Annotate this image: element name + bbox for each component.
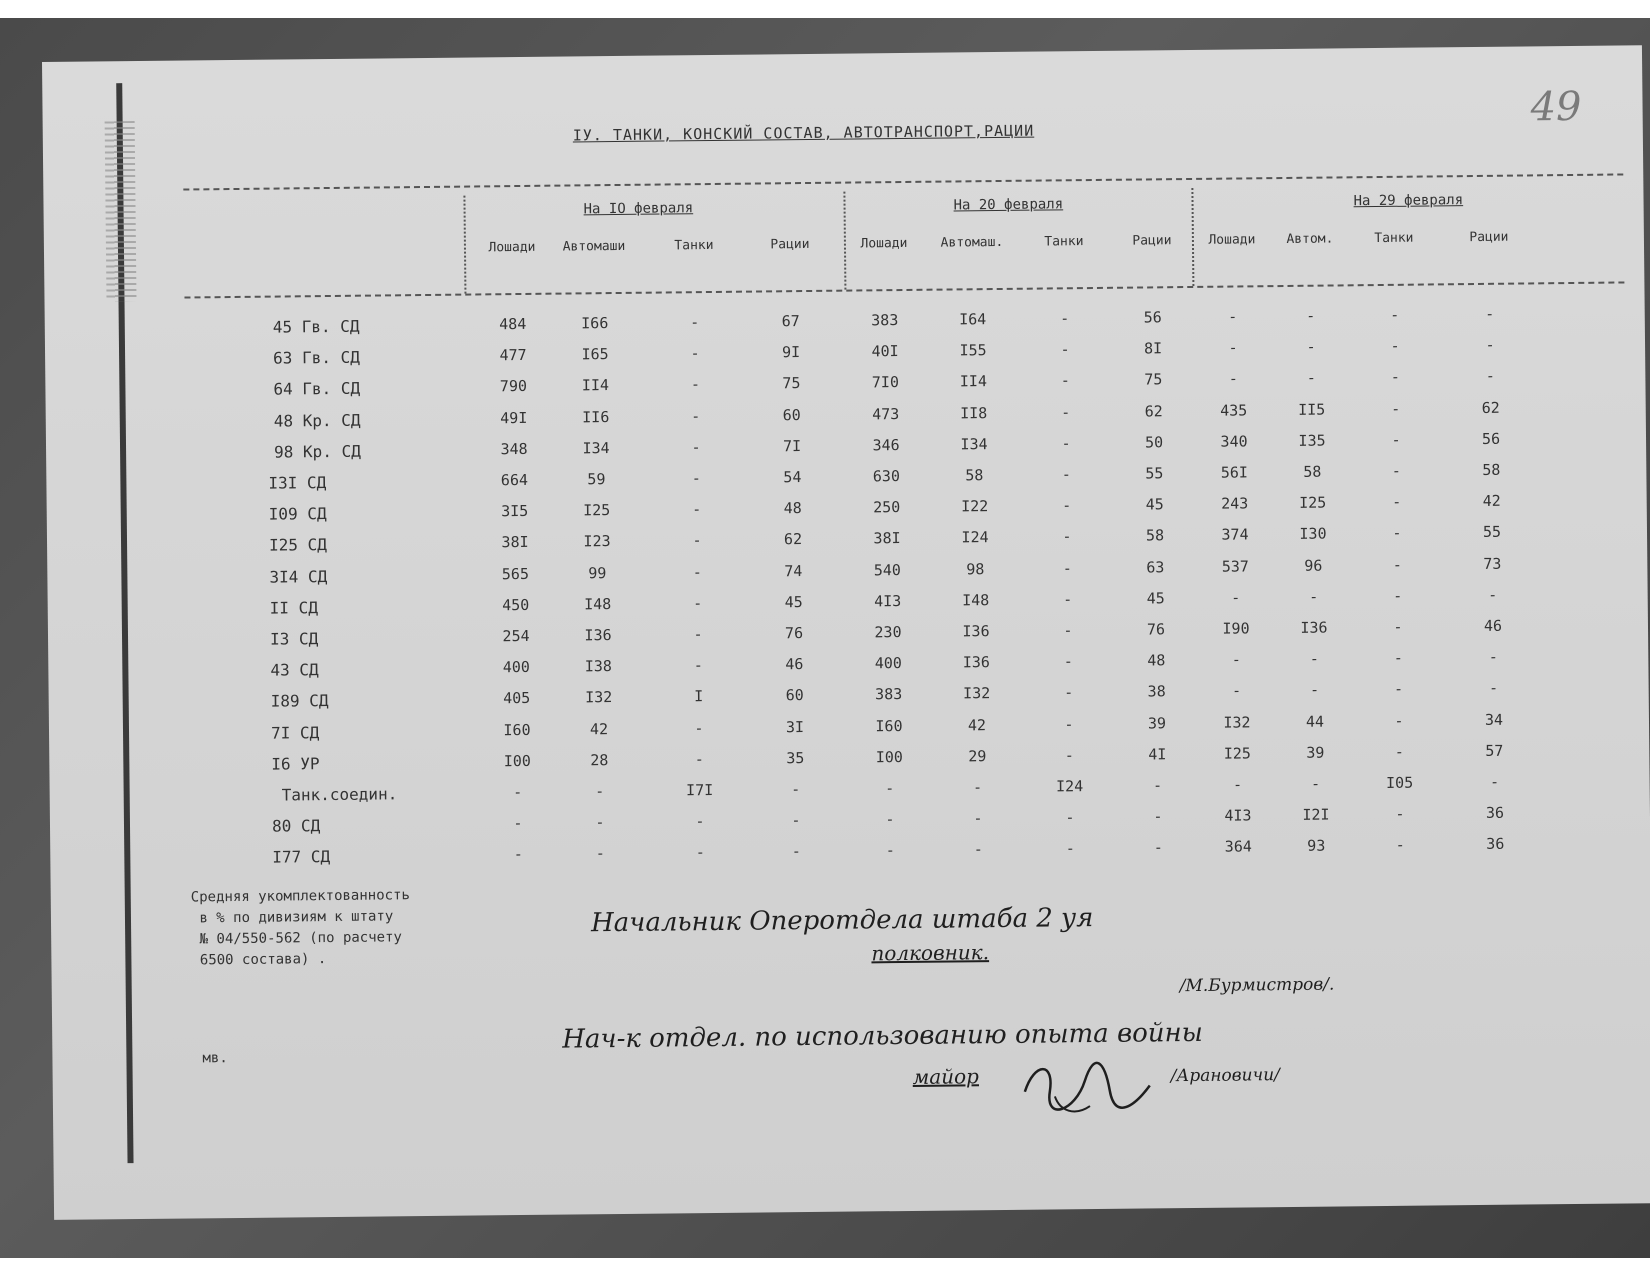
table-cell: - [885,841,895,860]
table-cell: 73 [1483,554,1502,573]
table-cell: II6 [582,407,610,426]
table-cell: 56I [1220,463,1249,482]
table-cell: 36 [1485,803,1505,823]
table-cell: - [1063,590,1073,609]
table-cell: 96 [1304,556,1323,575]
table-cell: - [1228,307,1238,326]
table-cell: I2I [1302,805,1330,825]
table-cell: 39 [1147,713,1167,733]
table-cell: I36 [962,622,990,641]
table-cell: - [1153,838,1163,857]
column-header: Лошади [1208,232,1256,248]
table-cell: I32 [1223,712,1251,732]
table-cell: I55 [959,341,987,360]
table-cell: - [1064,714,1074,733]
table-cell: 42 [1482,491,1501,511]
table-cell: 60 [785,686,804,705]
table-cell: I34 [960,434,988,454]
table-cell: - [1060,309,1070,328]
table-cell: 98 [966,559,985,578]
table-cell: I25 [1223,744,1251,763]
table-cell: 664 [500,470,529,490]
table-cell: 364 [1224,837,1252,857]
table-cell: - [1393,648,1403,668]
table-cell: 790 [499,377,528,396]
table-cell: 44 [1305,712,1325,731]
table-cell: 243 [1221,494,1249,513]
table-cell: 62 [1481,398,1500,417]
table-cell: 59 [587,470,606,489]
table-cell: II5 [1298,400,1326,419]
table-cell: 62 [783,530,803,549]
table-cell: - [595,782,605,801]
table-cell: - [693,625,703,644]
table-cell: 565 [501,564,530,583]
table-cell: I48 [584,594,612,614]
table-cell: 540 [873,560,902,579]
table-cell: 60 [782,405,801,424]
table-cell: 3I [785,717,805,736]
table-cell: 3I5 [501,502,529,521]
table-cell: I00 [875,747,903,767]
row-label: 7I СД [270,722,320,743]
table-cell: - [1485,335,1495,355]
column-header: Рации [770,236,810,253]
table-cell: - [691,469,702,488]
column-header: Автомаши [562,238,626,255]
table-cell: - [1488,585,1498,604]
table-cell: - [1485,367,1495,386]
table-cell: I65 [581,345,609,364]
table-cell: I35 [1298,431,1326,450]
period-label-20: На 20 февраля [953,196,1064,214]
table-cell: - [595,844,605,863]
table-cell: - [1485,304,1495,323]
column-separator [463,196,466,294]
table-cell: 40I [871,342,899,361]
table-cell: 38 [1147,682,1166,701]
row-label: 64 Гв. СД [273,379,361,399]
column-header: Рации [1469,229,1509,246]
table-cell: I25 [583,501,611,520]
table-cell: - [1232,681,1242,700]
table-cell: - [1391,399,1401,418]
signature-name-1: /М.Бурмистров/. [1179,974,1335,997]
table-cell: 29 [968,746,987,766]
table-cell: 230 [874,623,902,642]
table-cell: 93 [1307,836,1326,856]
table-cell: I38 [584,657,612,676]
table-cell: 7I [782,436,802,456]
table-cell: - [1393,586,1403,605]
row-label: I25 СД [268,535,327,556]
table-cell: - [1390,368,1400,387]
table-cell: - [791,780,801,799]
table-cell: 340 [1220,432,1248,451]
table-cell: - [690,344,700,363]
table-cell: - [1395,804,1405,824]
table-cell: 56 [1143,308,1162,327]
table-cell: I30 [1299,524,1327,544]
table-cell: - [791,842,801,861]
table-cell: 63 [1146,557,1165,577]
table-cell: - [1228,369,1238,388]
table-cell: 67 [781,312,800,331]
table-cell: - [1231,588,1241,607]
table-cell: 484 [499,314,527,334]
table-cell: - [1233,775,1243,794]
table-cell: 46 [1483,616,1503,635]
table-cell: 49I [500,408,528,427]
table-cell: 346 [872,435,900,455]
table-cell: I66 [581,314,609,333]
table-cell: I32 [585,688,613,707]
table-cell: - [1488,647,1498,667]
table-cell: 400 [502,658,531,677]
table-cell: 75 [1144,370,1163,389]
table-cell: 75 [782,374,801,393]
table-cell: 55 [1482,523,1502,542]
table-cell: 99 [588,563,607,582]
table-cell: - [694,718,704,737]
column-header: Танки [1044,234,1084,250]
table-cell: 50 [1144,433,1164,452]
row-label: 45 Гв. СД [272,316,360,337]
footnote: Средняя укомплектованность в % по дивизиям к штату № 04/550-562 (по расчету 6500 состава) . [190,887,410,969]
table-cell: 450 [502,595,530,615]
table-cell: 45 [784,592,803,612]
column-header: Автомаш. [940,234,1004,251]
table-header-rule [184,281,1624,298]
row-label: I89 СД [270,691,329,712]
table-cell: 400 [874,654,902,673]
signature-title-2: Нач-к отдел. по использованию опыта войны [562,1017,1203,1055]
row-label: I09 СД [268,504,327,524]
table-cell: I48 [962,590,990,610]
table-cell: 383 [871,311,899,330]
table-cell: 4I3 [874,591,902,611]
table-cell: - [973,840,983,859]
table-cell: I36 [962,653,990,672]
table-cell: - [1391,430,1401,449]
row-label: I77 СД [272,847,331,868]
column-header: Лошади [860,235,908,252]
table-cell: II8 [960,403,988,422]
table-cell: 55 [1145,464,1164,483]
table-cell: - [791,811,801,830]
table-cell: I32 [963,684,991,703]
signature-rank-1: полковник. [871,940,990,966]
column-header: Танки [674,237,714,254]
table-cell: - [973,809,983,828]
table-cell: - [513,814,523,833]
table-cell: - [1393,617,1403,636]
row-label: 3I4 СД [269,566,328,587]
table-cell: - [1061,434,1071,453]
table-cell: 56 [1481,429,1501,448]
table-cell: 34 [1484,710,1504,729]
table-cell: 28 [590,750,609,770]
table-cell: 48 [1147,651,1166,670]
table-cell: I36 [584,626,612,645]
table-cell: - [885,810,895,829]
row-label: Танк.соедин. [281,784,398,805]
period-label-29: На 29 февраля [1353,192,1464,210]
table-cell: - [1306,306,1316,325]
table-cell: I36 [1300,618,1328,637]
table-cell: - [1310,681,1320,700]
table-cell: 42 [589,719,609,738]
table-cell: 348 [500,439,528,459]
signature-rank-2: майор [912,1064,980,1089]
table-cell: - [1392,492,1402,512]
table-cell: 36 [1486,835,1505,854]
table-cell: 76 [784,624,804,643]
table-cell: 38I [501,533,529,552]
table-cell: - [1309,649,1319,668]
table-cell: I24 [961,528,989,547]
handwritten-signature [1014,1050,1155,1121]
table-cell: 254 [502,626,530,646]
table-cell: - [1063,652,1073,671]
table-cell: 383 [875,685,903,704]
column-header: Танки [1374,230,1414,247]
table-cell: I [694,687,704,706]
table-cell: - [692,562,702,581]
table-cell: - [1061,402,1071,421]
table-cell: - [1490,772,1500,791]
table-cell: 57 [1485,741,1504,760]
table-cell: 45 [1145,495,1164,514]
table-cell: - [1060,340,1070,359]
table-cell: 374 [1221,525,1249,545]
table-cell: 8I [1143,339,1163,358]
period-label-10: На IO февраля [583,200,694,218]
table-cell: I7I [686,781,714,800]
table-cell: - [1392,524,1402,543]
table-cell: - [1311,774,1321,793]
page-title: IУ. ТАНКИ, КОНСКИЙ СОСТАВ, АВТОТРАНСПОРТ,РАЦИИ [572,121,1035,145]
column-header: Рации [1132,233,1172,249]
row-label: 48 Кр. СД [273,410,361,431]
table-cell: 405 [503,689,531,708]
table-cell: - [513,783,523,802]
table-cell: - [695,812,705,831]
table-cell: 39 [1306,743,1325,762]
table-cell: 630 [872,467,901,486]
table-cell: - [1390,305,1400,324]
table-cell: 537 [1221,556,1249,576]
table-cell: 477 [499,346,527,365]
table-cell: I90 [1222,619,1250,638]
table-cell: - [1306,369,1316,388]
table-cell: 54 [783,468,802,487]
table-cell: I24 [1056,777,1084,796]
table-cell: - [1391,461,1401,480]
table-cell: 58 [1303,462,1322,481]
table-cell: - [693,656,703,675]
table-cell: 250 [873,498,901,517]
typist-initials: мв. [202,1050,228,1067]
table-cell: 35 [786,748,805,768]
table-cell: - [1153,776,1163,795]
table-cell: 48 [783,499,802,518]
table-cell: 76 [1146,620,1166,639]
row-label: II СД [269,597,318,618]
table-cell: - [692,531,702,550]
table-cell: - [1065,808,1075,827]
page-number: 49 [1530,83,1582,131]
table-cell: 62 [1144,401,1163,421]
table-cell: - [1065,839,1075,858]
table-cell: 42 [967,715,987,734]
table-cell: - [595,813,605,832]
table-cell: 435 [1220,400,1248,420]
table-top-rule [183,173,1623,190]
table-cell: I34 [582,438,610,458]
table-cell: I00 [503,751,531,770]
table-cell: 4I3 [1224,806,1252,825]
table-cell: I64 [959,310,987,329]
table-cell: I25 [1299,493,1327,513]
table-cell: - [690,375,701,394]
table-cell: - [692,500,702,519]
row-label: I3 СД [269,629,319,649]
table-cell: - [1062,558,1072,577]
row-label: 80 СД [271,816,321,836]
table-cell: - [1062,527,1072,546]
table-cell: 4I [1148,745,1167,764]
table-cell: II4 [959,372,988,391]
table-cell: 46 [785,655,804,674]
table-cell: - [1228,338,1238,357]
table-cell: - [695,843,705,862]
table-cell: - [1231,650,1241,669]
table-cell: - [1063,621,1073,640]
column-header: Автом. [1286,231,1334,247]
table-cell: 58 [1482,460,1501,479]
binding-shadow [105,121,137,301]
row-label: I6 УР [271,753,320,774]
table-cell: I05 [1385,773,1414,792]
document-page [42,45,1650,1220]
table-cell: - [885,779,895,798]
table-cell: - [1394,711,1404,730]
table-cell: 58 [965,466,984,485]
table-cell: - [1390,336,1400,356]
table-cell: I22 [961,497,989,516]
table-cell: - [513,845,523,864]
table-cell: - [973,778,983,797]
table-cell: 7I0 [871,373,900,392]
column-header: Лошади [488,239,536,256]
table-cell: 38I [873,529,901,548]
table-cell: I60 [875,716,903,735]
table-cell: I60 [503,720,531,739]
table-cell: 45 [1146,589,1165,608]
table-cell: - [1064,746,1074,765]
table-cell: - [1060,371,1071,390]
table-cell: - [1395,836,1405,855]
row-label: I3I СД [268,473,327,493]
table-cell: II4 [581,376,610,395]
table-cell: 74 [784,561,803,580]
table-cell: - [1394,680,1404,699]
signature-title-1: Начальник Оперотдела штаба 2 уя [590,903,1094,939]
row-label: 98 Кр. СД [273,441,361,462]
table-cell: - [1064,683,1074,702]
table-cell: - [1306,337,1316,356]
row-label: 43 СД [270,660,319,680]
table-cell: - [690,313,700,332]
table-cell: - [1153,807,1163,826]
table-cell: - [691,437,701,457]
table-cell: - [1394,742,1404,761]
table-cell: 9I [781,343,801,362]
table-cell: - [1392,555,1402,574]
table-cell: 473 [872,404,900,423]
table-cell: - [694,749,704,768]
table-cell: I23 [583,532,611,551]
table-cell: - [691,406,701,425]
signature-name-2: /Арановичи/ [1170,1065,1280,1087]
table-cell: - [693,593,703,613]
table-cell: - [1062,496,1072,515]
table-cell: 58 [1145,526,1165,545]
table-cell: - [1489,679,1499,698]
row-label: 63 Гв. СД [273,347,360,368]
table-cell: - [1309,587,1319,606]
table-cell: - [1061,465,1071,484]
